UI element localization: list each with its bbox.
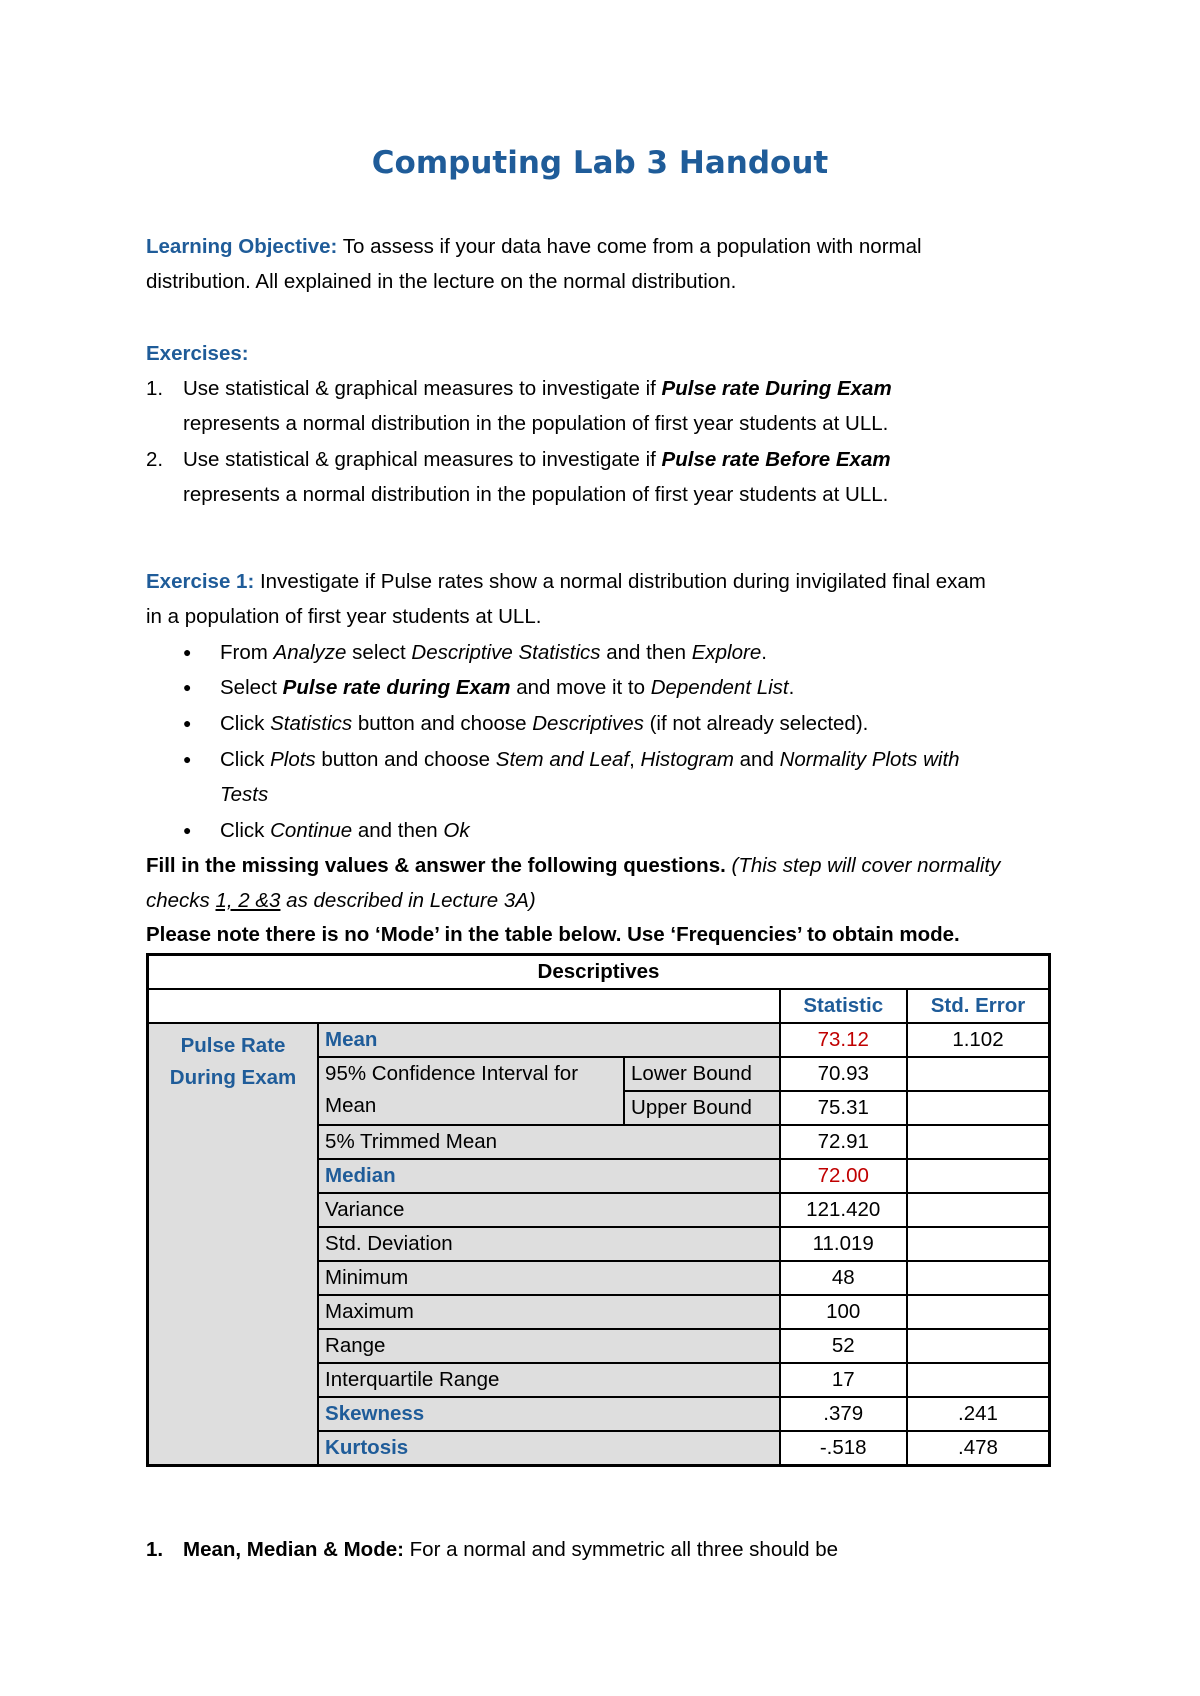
table-title: Descriptives: [148, 955, 1050, 990]
row-label-variance: Variance: [318, 1193, 779, 1227]
mode-note: Please note there is no ‘Mode’ in the table below. Use ‘Frequencies’ to obtain mode.: [146, 923, 960, 946]
stat-sd: 11.019: [780, 1227, 907, 1261]
objective-label: Learning Objective:: [146, 235, 338, 258]
header-blank: [148, 989, 780, 1023]
bullet-item-5: Click Continue and then Ok: [220, 819, 470, 842]
bullet-item-4-cont: Tests: [220, 783, 269, 806]
bullet-icon: ●: [183, 822, 192, 838]
stat-trimmed: 72.91: [780, 1125, 907, 1159]
fill-instruction: Fill in the missing values & answer the following questions. (This step will cover normality: [146, 854, 1001, 877]
descriptives-table: [146, 953, 1051, 1467]
row-label-median: Median: [318, 1159, 779, 1193]
row-label-kurtosis: Kurtosis: [318, 1431, 779, 1466]
err-sd: [907, 1227, 1050, 1261]
bullet-icon: ●: [183, 715, 192, 731]
bullet-icon: ●: [183, 679, 192, 695]
err-upper: [907, 1091, 1050, 1125]
row-group-label: Pulse Rate During Exam: [148, 1023, 319, 1466]
col-std-error: Std. Error: [907, 989, 1050, 1023]
err-median: [907, 1159, 1050, 1193]
exercise1-line-2: in a population of first year students at ULL.: [146, 605, 542, 628]
row-label-mean: Mean: [318, 1023, 779, 1057]
page-title: Computing Lab 3 Handout: [371, 145, 829, 181]
bullet-item-1: From Analyze select Descriptive Statistics and then Explore.: [220, 641, 767, 664]
err-range: [907, 1329, 1050, 1363]
err-min: [907, 1261, 1050, 1295]
err-mean: 1.102: [907, 1023, 1050, 1057]
objective-line-1: Learning Objective: To assess if your data have come from a population with normal: [146, 235, 922, 258]
exercise-number: 2.: [146, 448, 164, 471]
stat-variance: 121.420: [780, 1193, 907, 1227]
bullet-item-3: Click Statistics button and choose Descriptives (if not already selected).: [220, 712, 869, 735]
err-lower: [907, 1057, 1050, 1091]
row-label-upper: Upper Bound: [624, 1091, 780, 1125]
col-statistic: Statistic: [780, 989, 907, 1023]
stat-range: 52: [780, 1329, 907, 1363]
row-label-sd: Std. Deviation: [318, 1227, 779, 1261]
stat-kurtosis: -.518: [780, 1431, 907, 1466]
bullet-icon: ●: [183, 644, 192, 660]
row-label-iqr: Interquartile Range: [318, 1363, 779, 1397]
err-max: [907, 1295, 1050, 1329]
stat-iqr: 17: [780, 1363, 907, 1397]
row-label-min: Minimum: [318, 1261, 779, 1295]
row-label-lower: Lower Bound: [624, 1057, 780, 1091]
stat-max: 100: [780, 1295, 907, 1329]
err-skewness: .241: [907, 1397, 1050, 1431]
objective-line-2: distribution. All explained in the lecture on the normal distribution.: [146, 270, 737, 293]
err-iqr: [907, 1363, 1050, 1397]
err-kurtosis: .478: [907, 1431, 1050, 1466]
row-label-trimmed: 5% Trimmed Mean: [318, 1125, 779, 1159]
exercise1-line-1: Exercise 1: Investigate if Pulse rates show a normal distribution during invigilated final exam: [146, 570, 986, 593]
bullet-item-4: Click Plots button and choose Stem and Leaf, Histogram and Normality Plots with: [220, 748, 960, 771]
stat-lower: 70.93: [780, 1057, 907, 1091]
question-1: Mean, Median & Mode: For a normal and symmetric all three should be: [183, 1538, 839, 1561]
exercises-heading: Exercises:: [146, 342, 249, 365]
exercise-item-1: Use statistical & graphical measures to investigate if Pulse rate During Exam: [183, 377, 892, 400]
bullet-item-2: Select Pulse rate during Exam and move it to Dependent List.: [220, 676, 795, 699]
exercise-item-2: Use statistical & graphical measures to investigate if Pulse rate Before Exam: [183, 448, 891, 471]
row-label-skewness: Skewness: [318, 1397, 779, 1431]
err-trimmed: [907, 1125, 1050, 1159]
exercise-number: 1.: [146, 377, 164, 400]
stat-upper: 75.31: [780, 1091, 907, 1125]
exercise1-label: Exercise 1:: [146, 570, 255, 593]
row-label-range: Range: [318, 1329, 779, 1363]
fill-instruction-cont: checks 1, 2 &3 as described in Lecture 3A): [146, 889, 536, 912]
err-variance: [907, 1193, 1050, 1227]
exercise-item-1-cont: represents a normal distribution in the population of first year students at ULL.: [183, 412, 889, 435]
stat-min: 48: [780, 1261, 907, 1295]
stat-median: 72.00: [780, 1159, 907, 1193]
question-number: 1.: [146, 1538, 164, 1561]
bullet-icon: ●: [183, 751, 192, 767]
row-label-max: Maximum: [318, 1295, 779, 1329]
stat-skewness: .379: [780, 1397, 907, 1431]
row-label-ci: 95% Confidence Interval for Mean: [318, 1057, 624, 1125]
exercise-item-2-cont: represents a normal distribution in the population of first year students at ULL.: [183, 483, 889, 506]
stat-mean: 73.12: [780, 1023, 907, 1057]
